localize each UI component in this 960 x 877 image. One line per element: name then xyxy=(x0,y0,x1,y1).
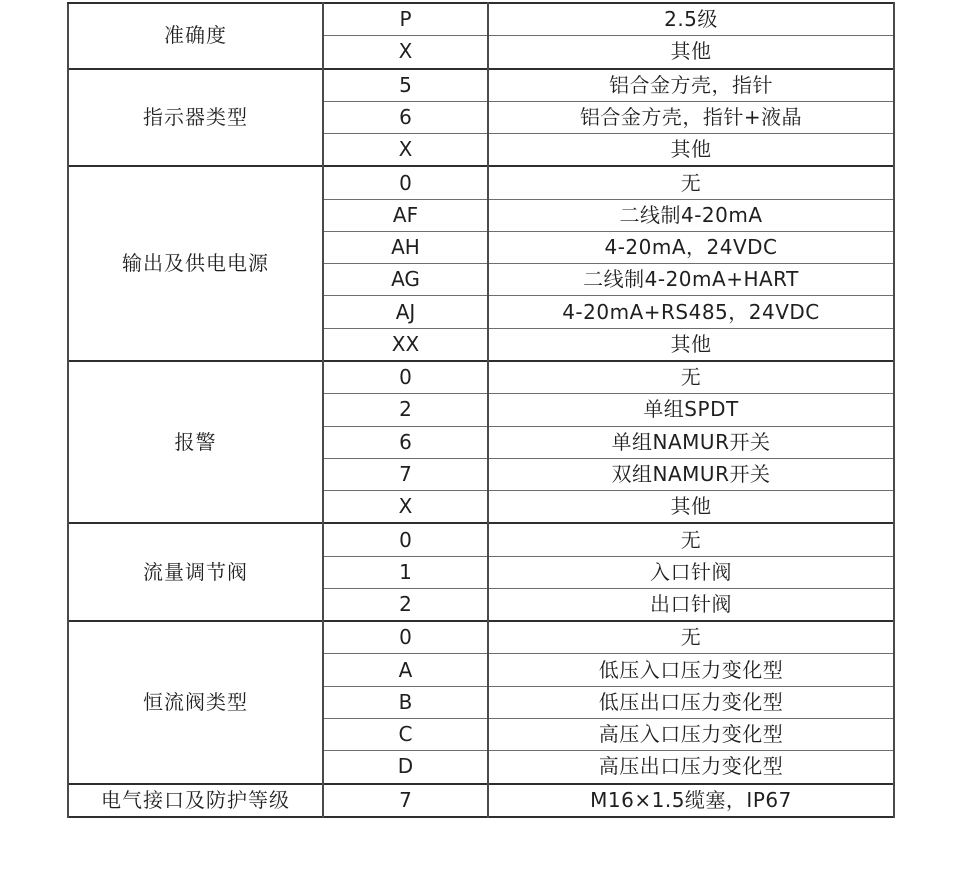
code-cell: C xyxy=(323,719,488,751)
category-cell: 指示器类型 xyxy=(68,69,323,167)
description-cell: 高压出口压力变化型 xyxy=(488,751,894,784)
code-cell: X xyxy=(323,134,488,167)
description-cell: 低压出口压力变化型 xyxy=(488,686,894,718)
category-cell: 输出及供电电源 xyxy=(68,166,323,361)
description-cell: 无 xyxy=(488,166,894,199)
table-row xyxy=(68,784,894,817)
description-cell: 低压入口压力变化型 xyxy=(488,654,894,686)
description-cell: 二线制4-20mA xyxy=(488,199,894,231)
code-cell: 5 xyxy=(323,69,488,102)
table-row xyxy=(68,361,894,394)
description-cell: 无 xyxy=(488,523,894,556)
code-cell: 7 xyxy=(323,784,488,817)
description-cell: 单组NAMUR开关 xyxy=(488,426,894,458)
ordering-code-table xyxy=(67,2,895,818)
description-cell: 其他 xyxy=(488,491,894,524)
code-cell: 2 xyxy=(323,588,488,621)
code-cell: X xyxy=(323,491,488,524)
code-cell: AJ xyxy=(323,296,488,328)
code-cell: A xyxy=(323,654,488,686)
category-cell: 流量调节阀 xyxy=(68,523,323,621)
table-row xyxy=(68,3,894,36)
code-cell: 0 xyxy=(323,361,488,394)
code-cell: 7 xyxy=(323,458,488,490)
code-cell: AH xyxy=(323,231,488,263)
code-cell: XX xyxy=(323,328,488,361)
description-cell: 4-20mA+RS485，24VDC xyxy=(488,296,894,328)
description-cell: 铝合金方壳，指针 xyxy=(488,69,894,102)
code-cell: AF xyxy=(323,199,488,231)
table-row xyxy=(68,69,894,102)
code-cell: B xyxy=(323,686,488,718)
spec-table-body xyxy=(68,3,894,817)
table-row xyxy=(68,166,894,199)
code-cell: 1 xyxy=(323,556,488,588)
description-cell: 二线制4-20mA+HART xyxy=(488,264,894,296)
code-cell: X xyxy=(323,36,488,69)
description-cell: 无 xyxy=(488,621,894,654)
description-cell: 2.5级 xyxy=(488,3,894,36)
description-cell: 单组SPDT xyxy=(488,394,894,426)
code-cell: 0 xyxy=(323,621,488,654)
description-cell: 无 xyxy=(488,361,894,394)
code-cell: 0 xyxy=(323,523,488,556)
description-cell: 其他 xyxy=(488,36,894,69)
description-cell: 其他 xyxy=(488,328,894,361)
code-cell: D xyxy=(323,751,488,784)
code-cell: 2 xyxy=(323,394,488,426)
code-cell: 6 xyxy=(323,101,488,133)
code-cell: 0 xyxy=(323,166,488,199)
description-cell: 其他 xyxy=(488,134,894,167)
code-cell: P xyxy=(323,3,488,36)
description-cell: M16×1.5缆塞，IP67 xyxy=(488,784,894,817)
category-cell: 报警 xyxy=(68,361,323,523)
category-cell: 准确度 xyxy=(68,3,323,69)
code-cell: 6 xyxy=(323,426,488,458)
description-cell: 入口针阀 xyxy=(488,556,894,588)
description-cell: 4-20mA，24VDC xyxy=(488,231,894,263)
table-row xyxy=(68,523,894,556)
table-row xyxy=(68,621,894,654)
description-cell: 出口针阀 xyxy=(488,588,894,621)
category-cell: 恒流阀类型 xyxy=(68,621,323,783)
category-cell: 电气接口及防护等级 xyxy=(68,784,323,817)
description-cell: 双组NAMUR开关 xyxy=(488,458,894,490)
description-cell: 高压入口压力变化型 xyxy=(488,719,894,751)
code-cell: AG xyxy=(323,264,488,296)
description-cell: 铝合金方壳，指针+液晶 xyxy=(488,101,894,133)
